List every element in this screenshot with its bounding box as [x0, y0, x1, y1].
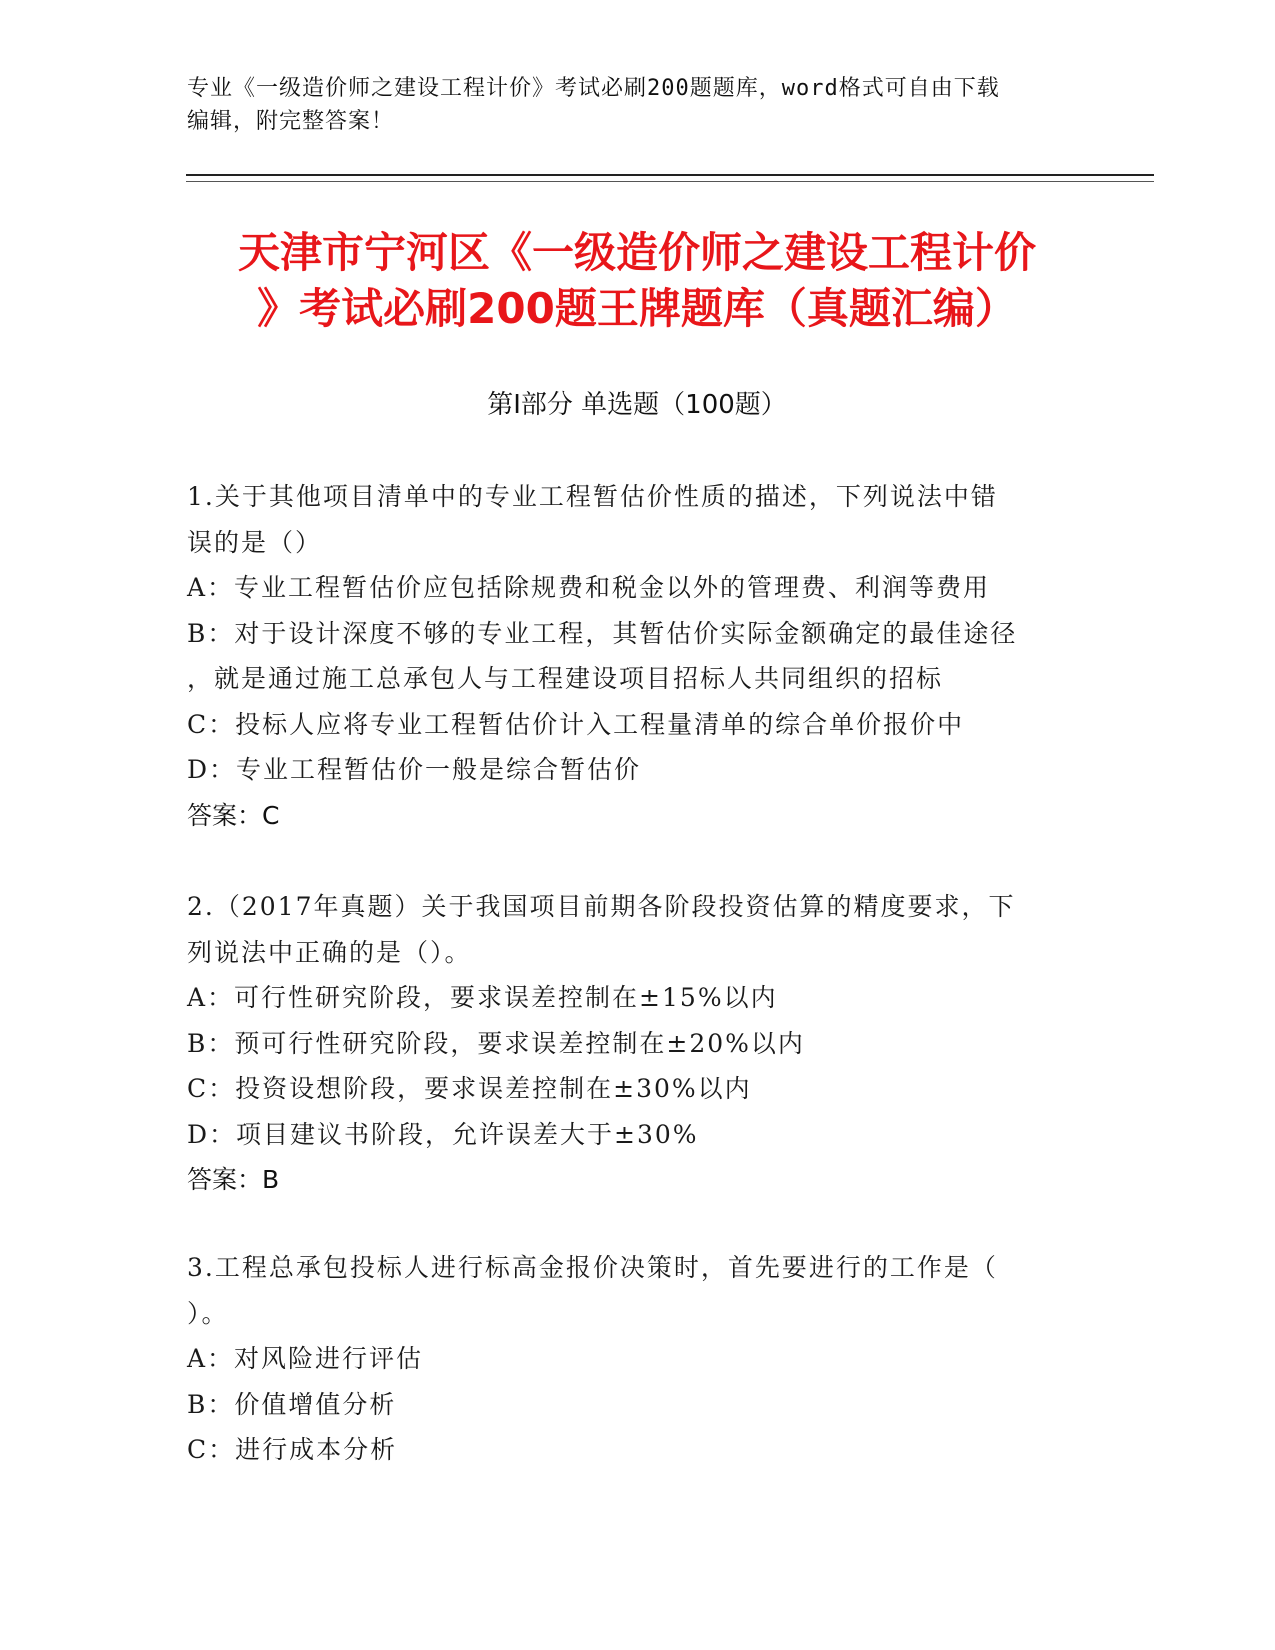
header-divider-thin — [186, 181, 1154, 182]
option-b: B：对于设计深度不够的专业工程，其暂估价实际金额确定的最佳途径 — [187, 618, 1018, 648]
question-stem-line: 3.工程总承包投标人进行标高金报价决策时，首先要进行的工作是（ — [187, 1253, 998, 1282]
question-stem-line: 误的是（） — [187, 527, 323, 557]
question-3 — [187, 1245, 1087, 1473]
header-note-line: 编辑，附完整答案！ — [187, 109, 395, 134]
option-b: B：预可行性研究阶段，要求误差控制在±20%以内 — [187, 1028, 805, 1058]
option-c: C：投标人应将专业工程暂估价计入工程量清单的综合单价报价中 — [187, 709, 965, 739]
option-a: A：专业工程暂估价应包括除规费和税金以外的管理费、利润等费用 — [187, 573, 991, 602]
question-stem-line: 列说法中正确的是（）。 — [187, 937, 472, 967]
question-stem-line: 1.关于其他项目清单中的专业工程暂估价性质的描述，下列说法中错 — [187, 482, 998, 511]
option-a: A：可行性研究阶段，要求误差控制在±15%以内 — [187, 983, 778, 1012]
title-line: 》考试必刷200题王牌题库（真题汇编） — [257, 284, 1017, 333]
title-line: 天津市宁河区《一级造价师之建设工程计价 — [237, 228, 1036, 277]
question-1 — [187, 474, 1087, 838]
option-b: B：价值增值分析 — [187, 1389, 397, 1419]
option-c: C：投资设想阶段，要求误差控制在±30%以内 — [187, 1074, 752, 1103]
answer-line: 答案：C — [187, 800, 280, 830]
option-c: C：进行成本分析 — [187, 1435, 398, 1464]
header-note-line: 专业《一级造价师之建设工程计价》考试必刷200题题库，word格式可自由下载 — [187, 76, 1000, 101]
question-stem-line: 2.（2017年真题）关于我国项目前期各阶段投资估算的精度要求，下 — [187, 892, 1016, 921]
option-b-continued: ，就是通过施工总承包人与工程建设项目招标人共同组织的招标 — [187, 664, 944, 693]
option-d: D：专业工程暂估价一般是综合暂估价 — [187, 755, 642, 784]
document-title — [187, 225, 1087, 337]
question-2 — [187, 884, 1087, 1203]
header-note — [187, 72, 1087, 138]
section-heading: 第Ⅰ部分 单选题（100题） — [487, 390, 787, 420]
option-d: D：项目建议书阶段，允许误差大于±30% — [187, 1119, 699, 1149]
answer-line: 答案：B — [187, 1165, 280, 1194]
option-a: A：对风险进行评估 — [187, 1344, 424, 1373]
question-stem-line: ）。 — [187, 1298, 229, 1328]
header-divider-thick — [186, 174, 1154, 176]
